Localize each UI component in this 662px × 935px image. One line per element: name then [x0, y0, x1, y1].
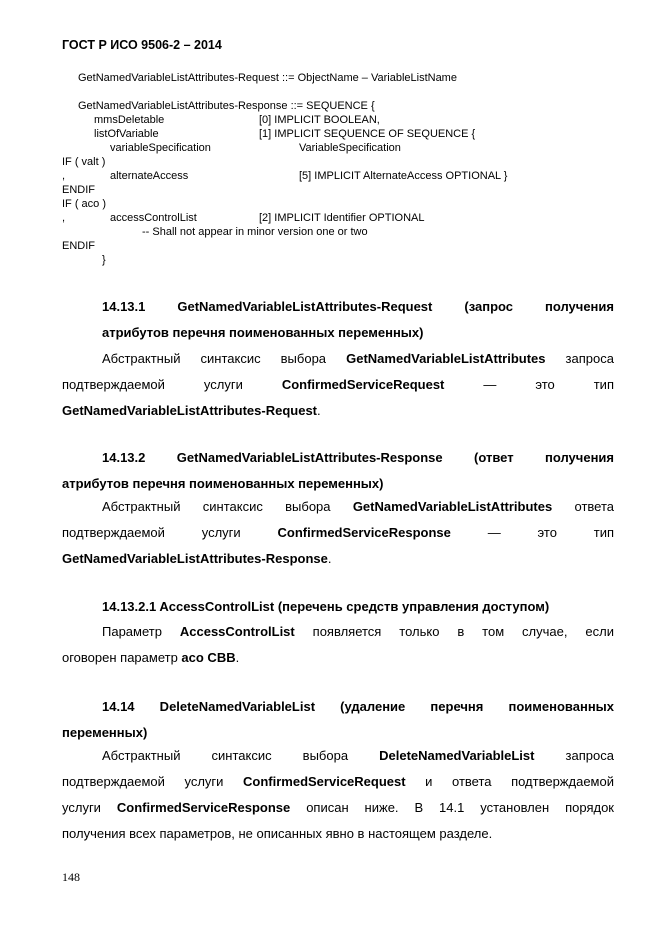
code-line: mmsDeletable — [94, 114, 165, 126]
code-line: [1] IMPLICIT SEQUENCE OF SEQUENCE { — [259, 128, 476, 140]
code-line: , — [62, 170, 66, 182]
code-line: ENDIF — [62, 240, 95, 252]
page-number: 148 — [62, 870, 80, 884]
code-line: } — [102, 254, 106, 266]
code-line: IF ( aco ) — [62, 198, 107, 210]
code-line: alternateAccess — [110, 170, 189, 182]
code-comment: -- Shall not appear in minor version one or two — [142, 226, 368, 238]
code-line: [2] IMPLICIT Identifier OPTIONAL — [259, 212, 425, 224]
code-line: accessControlList — [110, 212, 197, 224]
code-line: listOfVariable — [94, 128, 159, 140]
code-line: VariableSpecification — [299, 142, 401, 154]
section-14-13-2-1-body: Параметр AccessControlList появляется только в том случае, если оговорен параметр aco CBB. — [62, 624, 614, 665]
section-14-13-1-body: Абстрактный синтаксис выбора GetNamedVariableListAttributes запроса подтверждаемой услуги ConfirmedServiceRequest — это тип GetNamedVariableListAttributes-Request. — [62, 351, 614, 418]
code-line: variableSpecification — [110, 142, 211, 154]
section-14-13-2-heading: 14.13.2 GetNamedVariableListAttributes-Response (ответ получения атрибутов перечня поименованных переменных) — [62, 450, 614, 491]
document-header: ГОСТ Р ИСО 9506-2 – 2014 — [62, 38, 222, 52]
code-line: GetNamedVariableListAttributes-Request ::= ObjectName – VariableListName — [78, 72, 457, 84]
section-14-14-heading: 14.14 DeleteNamedVariableList (удаление перечня поименованных переменных) — [62, 699, 614, 740]
code-line: GetNamedVariableListAttributes-Response ::= SEQUENCE { — [78, 100, 375, 112]
code-line: [0] IMPLICIT BOOLEAN, — [259, 114, 380, 126]
section-14-14-body: Абстрактный синтаксис выбора DeleteNamedVariableList запроса подтверждаемой услуги ConfirmedServiceRequest и ответа подтверждаемой услуги ConfirmedServiceResponse описан ниже. В 14.1 установлен порядок получения всех параметров, не описанных явно в настоящем разделе. — [62, 748, 614, 841]
section-14-13-2-1-heading: 14.13.2.1 AccessControlList (перечень средств управления доступом) — [102, 599, 550, 614]
code-line: ENDIF — [62, 184, 95, 196]
section-14-13-1-heading: 14.13.1 GetNamedVariableListAttributes-Request (запрос получения атрибутов перечня поименованных переменных) — [102, 299, 614, 340]
code-line: [5] IMPLICIT AlternateAccess OPTIONAL } — [299, 170, 508, 182]
code-line: IF ( valt ) — [62, 156, 106, 168]
code-line: , — [62, 212, 66, 224]
section-14-13-2-body: Абстрактный синтаксис выбора GetNamedVariableListAttributes ответа подтверждаемой услуги ConfirmedServiceResponse — это тип GetNamedVariableListAttributes-Response. — [62, 499, 614, 566]
